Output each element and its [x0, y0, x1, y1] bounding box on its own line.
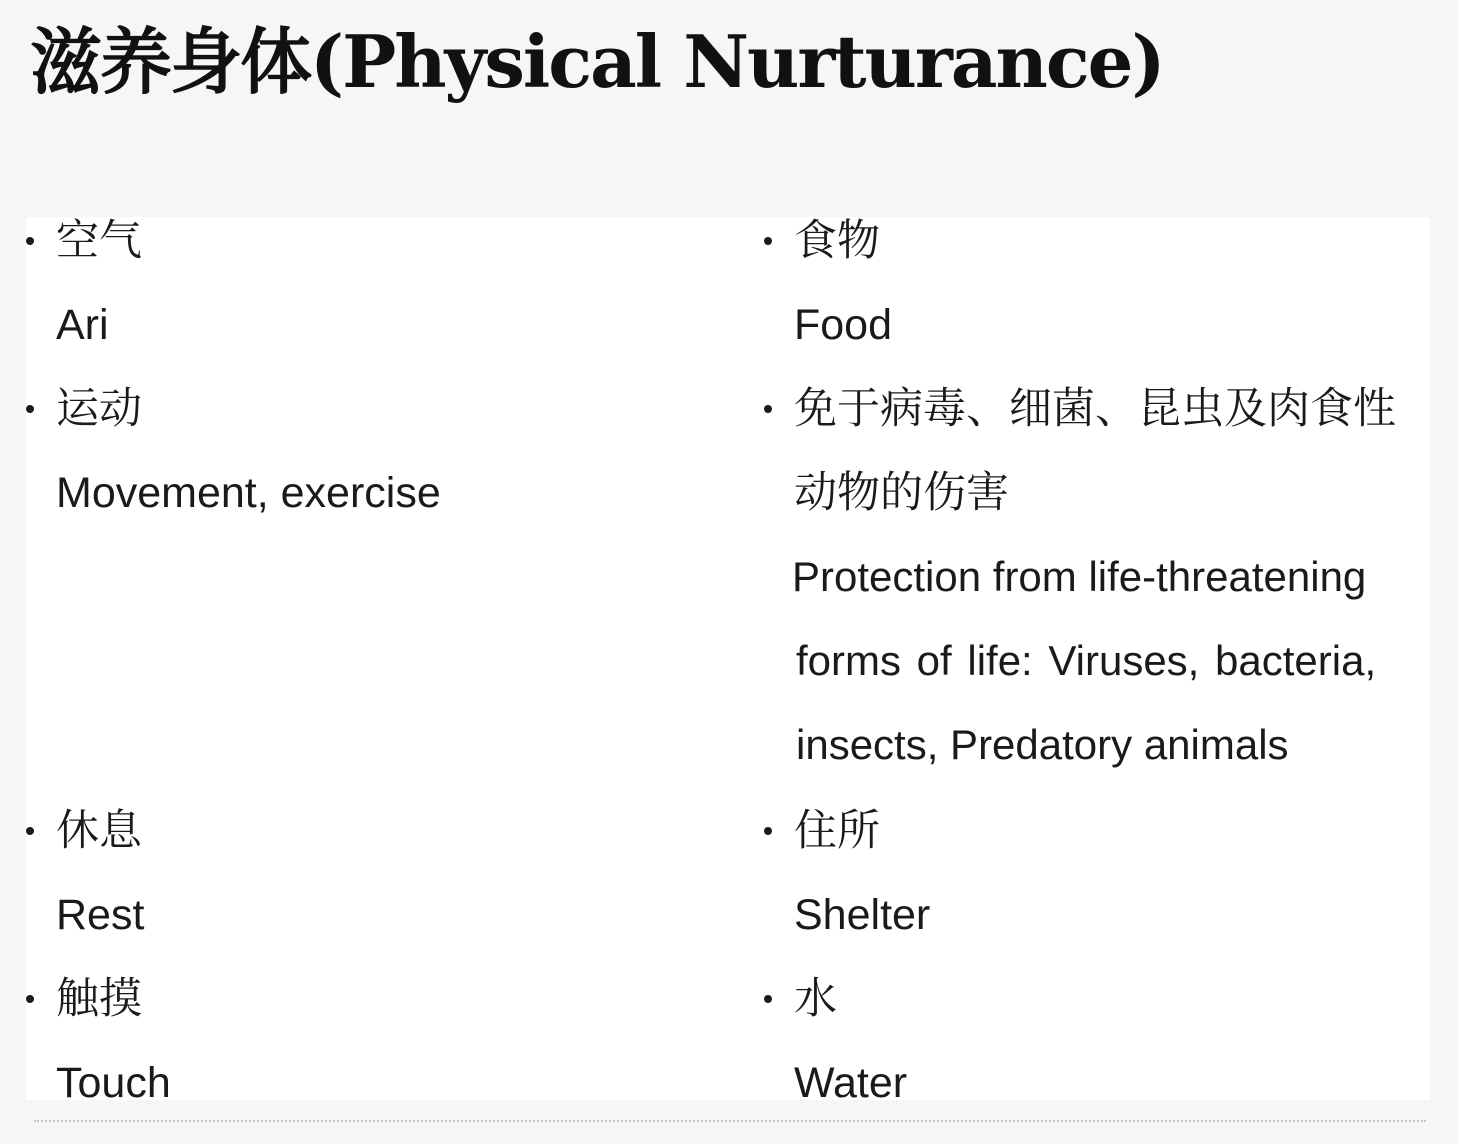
item-water-zh: 水	[794, 975, 837, 1023]
bullet-icon	[764, 995, 772, 1003]
item-touch-en: Touch	[56, 1059, 171, 1100]
content-panel	[26, 217, 1430, 1100]
bullet-icon	[26, 405, 34, 413]
bullet-icon	[26, 237, 34, 245]
item-movement-zh: 运动	[56, 385, 142, 433]
item-protection-en-line-1: Protection from life-threatening	[792, 553, 1367, 600]
item-touch-zh: 触摸	[56, 975, 142, 1023]
item-air-zh: 空气	[56, 217, 142, 265]
item-shelter-en: Shelter	[794, 891, 931, 939]
item-air-en: Ari	[56, 301, 109, 349]
bullet-icon	[764, 237, 772, 245]
item-protection-zh-line-2: 动物的伤害	[794, 469, 1009, 517]
item-rest-zh: 休息	[56, 807, 142, 855]
item-protection-en-line-3: insects, Predatory animals	[796, 721, 1289, 768]
dotted-separator	[34, 1120, 1426, 1122]
item-protection-en-line-2: forms of life: Viruses, bacteria,	[796, 637, 1377, 684]
item-food-en: Food	[794, 301, 893, 349]
item-rest-en: Rest	[56, 891, 145, 939]
item-protection-zh-line-1: 免于病毒、细菌、昆虫及肉食性	[794, 385, 1396, 433]
bullet-icon	[764, 827, 772, 835]
bullet-icon	[26, 827, 34, 835]
item-water-en: Water	[794, 1059, 908, 1100]
item-movement-en: Movement, exercise	[56, 469, 441, 517]
page-title: 滋养身体(Physical Nurturance)	[30, 19, 1164, 104]
bullet-icon	[26, 995, 34, 1003]
item-food-zh: 食物	[794, 217, 880, 265]
bullet-icon	[764, 405, 772, 413]
item-shelter-zh: 住所	[794, 807, 880, 855]
